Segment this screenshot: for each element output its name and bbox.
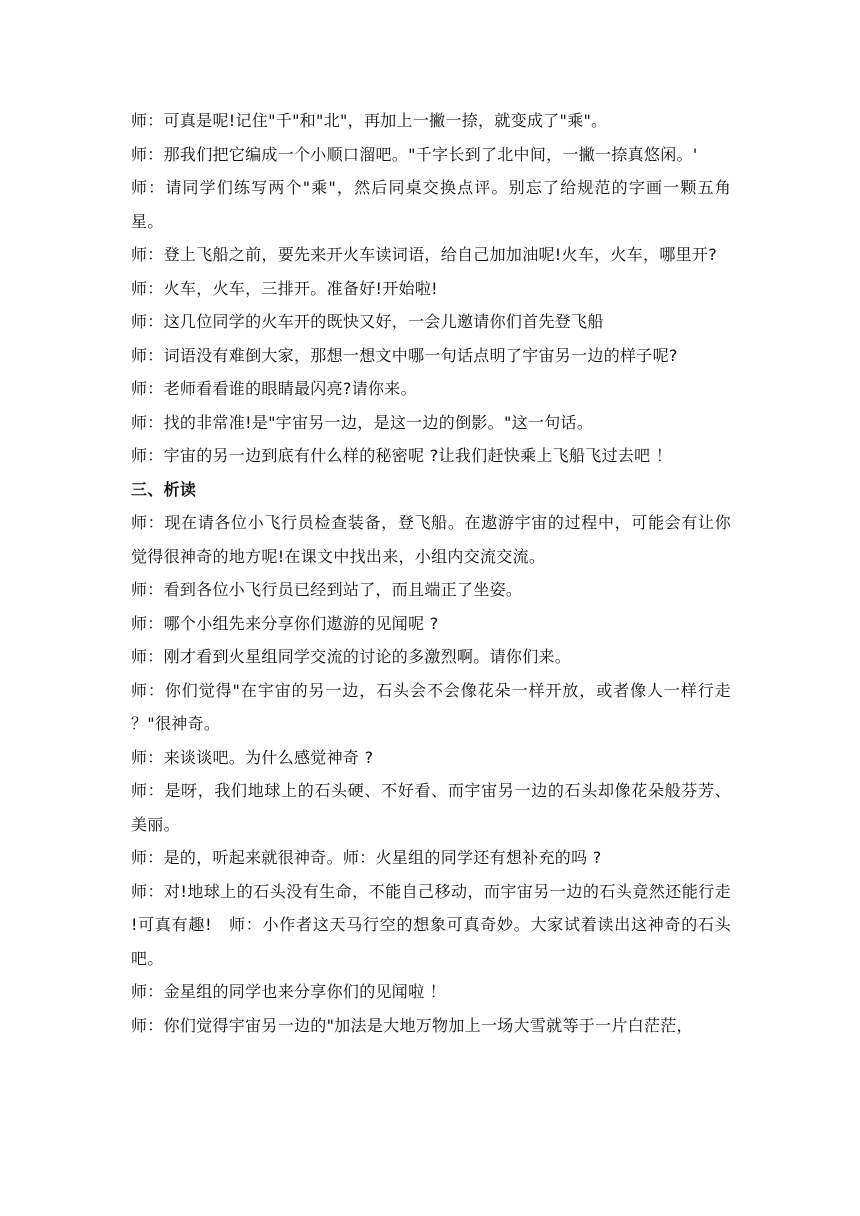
document-body (131, 104, 731, 1042)
dialogue-paragraph: 师：找的非常准!是"宇宙另一边，是这一边的倒影。"这一句话。 (131, 412, 594, 432)
dialogue-paragraph: 师：可真是呢!记住"千"和"北"，再加上一撇一捺，就变成了"乘"。 (131, 111, 608, 130)
dialogue-paragraph: 师：老师看看谁的眼睛最闪亮?请你来。 (131, 379, 417, 398)
dialogue-paragraph: 师：词语没有难倒大家，那想一想文中哪一句话点明了宇宙另一边的样子呢? (131, 345, 678, 365)
dialogue-paragraph: 师：请同学们练写两个"乘"，然后同桌交换点评。别忘了给规范的字画一颗五角星。 (131, 178, 731, 231)
dialogue-paragraph: 师：你们觉得宇宙另一边的"加法是大地万物加上一场大雪就等于一片白茫茫， (131, 1015, 693, 1035)
dialogue-paragraph: 师：火车，火车，三排开。准备好!开始啦! (131, 278, 438, 298)
dialogue-paragraph: 师：是的，听起来就很神奇。师：火星组的同学还有想补充的吗 ? (131, 848, 602, 867)
dialogue-paragraph: 师：你们觉得"在宇宙的另一边，石头会不会像花朵一样开放，或者像人一样行走 ？"很神奇。 (131, 680, 731, 733)
dialogue-paragraph: 师：哪个小组先来分享你们遨游的见闻呢 ? (131, 613, 439, 633)
dialogue-paragraph: 师：现在请各位小飞行员检查装备，登飞船。在遨游宇宙的过程中，可能会有让你觉得很神奇的地方呢!在课文中找出来，小组内交流交流。 (131, 513, 731, 566)
section-heading: 三、析读 (131, 479, 197, 499)
dialogue-paragraph: 师：看到各位小飞行员已经到站了，而且端正了坐姿。 (131, 580, 523, 599)
dialogue-paragraph: 师：登上飞船之前，要先来开火车读词语，给自己加加油呢!火车，火车，哪里开? (131, 245, 718, 264)
dialogue-paragraph: 师：来谈谈吧。为什么感觉神奇 ? (131, 747, 374, 767)
dialogue-paragraph: 师：那我们把它编成一个小顺口溜吧。"千字长到了北中间，一撇一捺真悠闲。' (131, 144, 698, 164)
dialogue-paragraph: 师：金星组的同学也来分享你们的见闻啦 ！ (131, 982, 447, 1001)
dialogue-paragraph: 师：刚才看到火星组同学交流的讨论的多激烈啊。请你们来。 (131, 647, 572, 666)
dialogue-paragraph: 师：是呀，我们地球上的石头硬、不好看、而宇宙另一边的石头却像花朵般芬芳、美丽。 (131, 781, 731, 834)
dialogue-paragraph: 师：对!地球上的石头没有生命，不能自己移动，而宇宙另一边的石头竟然还能行走 !可真有趣! 师：小作者这天马行空的想象可真奇妙。大家试着读出这神奇的石头吧。 (131, 881, 731, 968)
dialogue-paragraph: 师：这几位同学的火车开的既快又好，一会儿邀请你们首先登飞船 (131, 312, 604, 331)
dialogue-paragraph: 师：宇宙的另一边到底有什么样的秘密呢 ?让我们赶快乘上飞船飞过去吧 ！ (131, 446, 673, 465)
